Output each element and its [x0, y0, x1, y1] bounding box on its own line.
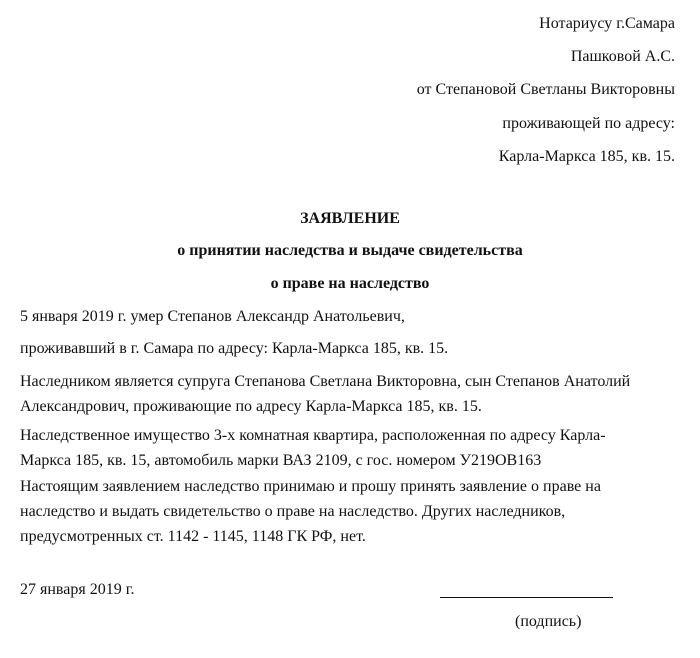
signature-line: [440, 597, 613, 598]
paragraph-heirs: [20, 369, 680, 419]
paragraph-line: предусмотренных ст. 1142 - 1145, 1148 ГК РФ, нет.: [20, 528, 366, 545]
paragraph-line: Наследником является супруга Степанова Светлана Викторовна, сын Степанов Анатолий: [20, 373, 631, 390]
paragraph-residence: [20, 336, 680, 361]
applicant-address-label: проживающей по адресу:: [502, 115, 675, 132]
applicant-address: Карла-Маркса 185, кв. 15.: [498, 148, 675, 165]
addressee-notary: Нотариусу г.Самара: [539, 15, 675, 32]
paragraph-line: 5 января 2019 г. умер Степанов Александр Анатольевич,: [20, 308, 405, 325]
document-date: 27 января 2019 г.: [20, 581, 135, 598]
paragraph-line: Александрович, проживающие по адресу Карла-Маркса 185, кв. 15.: [20, 398, 482, 415]
paragraph-line: наследство и выдать свидетельство о праве на наследство. Других наследников,: [20, 503, 566, 520]
paragraph-line: Маркса 185, кв. 15, автомобиль марки ВАЗ 2109, с гос. номером У219ОВ163: [20, 452, 542, 469]
document-subtitle-line-1: о принятии наследства и выдаче свидетельства: [177, 242, 523, 259]
applicant-name: от Степановой Светланы Викторовны: [416, 81, 675, 98]
paragraph-line: Наследственное имущество 3-х комнатная квартира, расположенная по адресу Карла-: [20, 427, 606, 444]
signature-caption: (подпись): [515, 613, 582, 630]
paragraph-line: Настоящим заявлением наследство принимаю и прошу принять заявление о праве на: [20, 478, 601, 495]
addressee-notary-name: Пашковой А.С.: [570, 48, 675, 65]
paragraph-line: проживавший в г. Самара по адресу: Карла-Маркса 185, кв. 15.: [20, 340, 449, 357]
paragraph-property: [20, 423, 680, 473]
paragraph-request: [20, 474, 680, 549]
document-subtitle-line-2: о праве на наследство: [270, 275, 430, 292]
paragraph-death-notice: [20, 304, 680, 329]
document-title: ЗАЯВЛЕНИЕ: [300, 210, 400, 227]
